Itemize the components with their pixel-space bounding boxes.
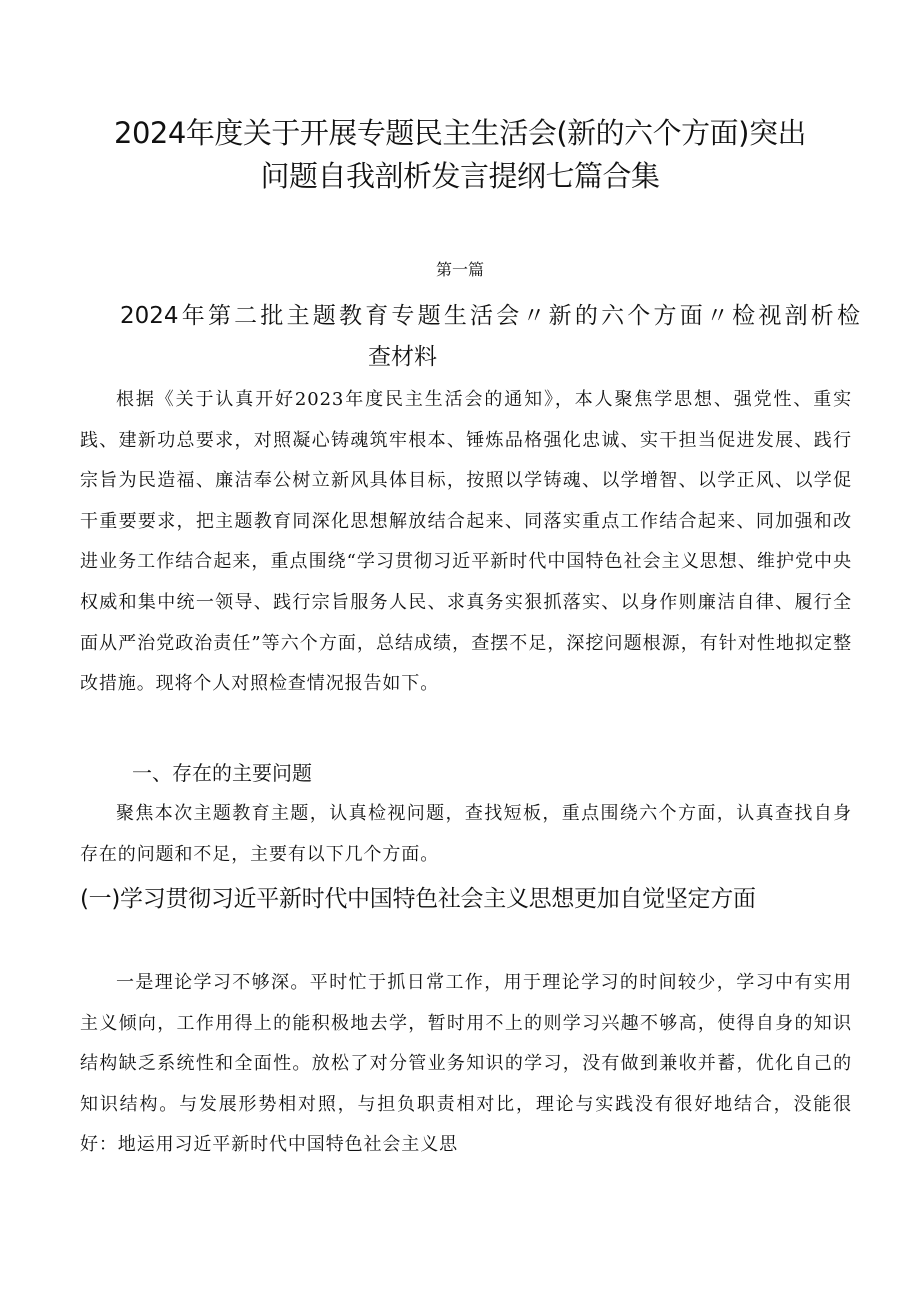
document-title: 2024年度关于开展专题民主生活会(新的六个方面)突出问题自我剖析发言提纲七篇合集 xyxy=(114,116,806,193)
paragraph-intro: 根据《关于认真开好2023年度民主生活会的通知》，本人聚焦学思想、强党性、重实践、建新功总要求，对照凝心铸魂筑牢根本、锤炼品格强化忠诚、实干担当促进发展、践行宗旨为民造福、廉洁奉公树立新风具体目标，按照以学铸魂、以学增智、以学正风、以学促干重要要求，把主题教育同深化思想解放结合起来、同落实重点工作结合起来、同加强和改进业务工作结合起来，重点围绕“学习贯彻习近平新时代中国特色社会主义思想、维护党中央权威和集中统一领导、践行宗旨服务人民、求真务实狠抓落实、以身作则廉洁自律、履行全面从严治党政治责任”等六个方面，总结成绩，查摆不足，深挖问题根源，有针对性地拟定整改措施。现将个人对照检查情况报告如下。 xyxy=(80,389,852,695)
paragraph-focus: 聚焦本次主题教育主题，认真检视问题，查找短板，重点围绕六个方面，认真查找自身存在的问题和不足，主要有以下几个方面。 xyxy=(80,803,852,865)
paragraph-theory: 一是理论学习不够深。平时忙于抓日常工作，用于理论学习的时间较少，学习中有实用主义倾向，工作用得上的能积极地去学，暂时用不上的则学习兴趣不够高，使得自身的知识结构缺乏系统性和全面性。放松了对分管业务知识的学习，没有做到兼收并蓄，优化自己的知识结构。与发展形势相对照，与担负职责相对比，理论与实践没有很好地结合，没能很好：地运用习近平新时代中国特色社会主义思 xyxy=(80,972,852,1156)
subtitle-line-1: 2024年第二批主题教育专题生活会〃新的六个方面〃检视剖析检 xyxy=(120,303,860,329)
heading-section-one: (一)学习贯彻习近平新时代中国特色社会主义思想更加自觉坚定方面 xyxy=(80,886,756,912)
subtitle xyxy=(120,296,860,378)
subtitle-line-2: 查材料 xyxy=(368,344,437,370)
section-label: 第一篇 xyxy=(435,260,484,279)
heading-main-problems: 一、存在的主要问题 xyxy=(132,761,312,785)
